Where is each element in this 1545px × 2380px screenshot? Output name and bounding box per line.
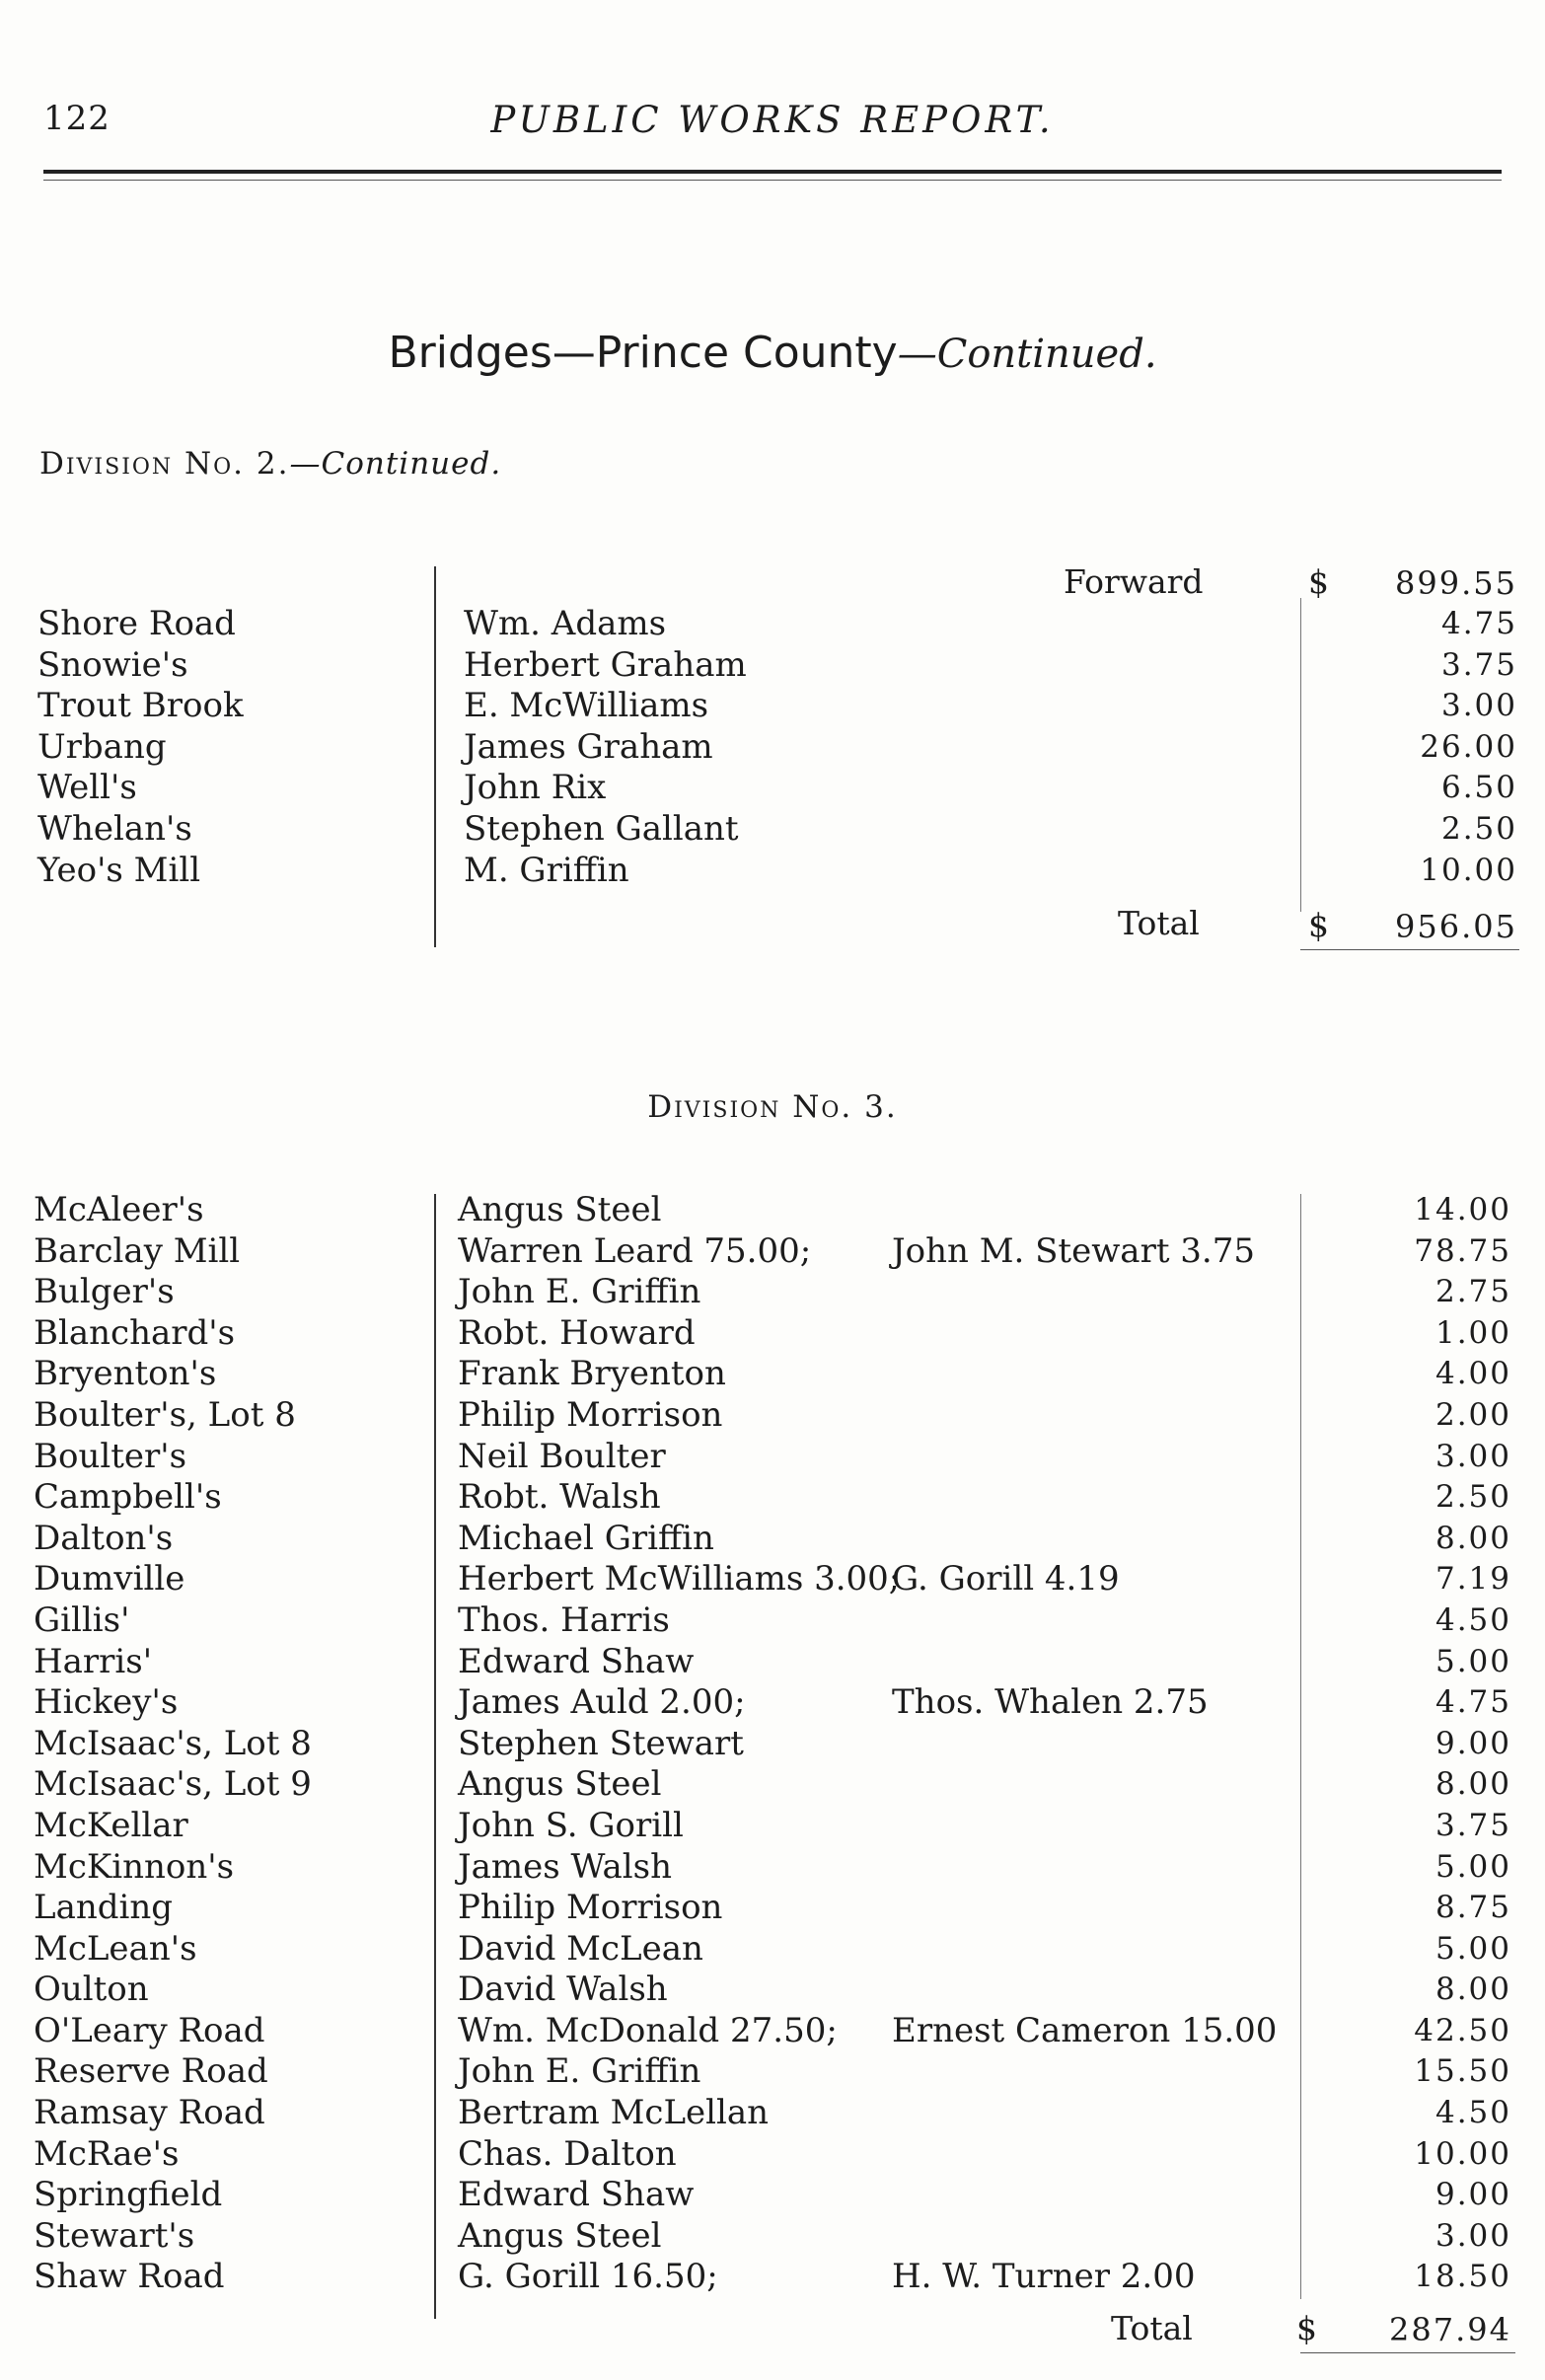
row-contractor [458,1642,1296,1683]
row-amount: 5.00 [1435,1643,1511,1679]
row-contractor [458,1272,1296,1313]
row-place: Springfield [34,2175,223,2215]
section-title [0,328,1545,378]
division-2-total-value: 956.05 [1395,908,1517,945]
row-place: Oulton [34,1970,149,2010]
contractor-name: Edward Shaw [458,1641,695,1681]
row-contractor [458,1970,1296,2011]
row-contractor [458,2134,1296,2176]
contractor-name: Bertram McLellan [458,2093,770,2133]
row-contractor [458,1724,1296,1765]
row-amount: 8.75 [1435,1890,1511,1926]
row-contractor [464,768,747,809]
row-place: Urbang [37,726,167,767]
contractor-name: John Rix [464,768,607,808]
row-place: Snowie's [37,644,188,685]
contractor-name-second: H. W. Turner 2.00 [892,2257,1196,2297]
page-header [43,91,1502,150]
row-amount: 9.00 [1435,2177,1511,2213]
row-place: Hickey's [34,1682,179,1723]
row-contractor [458,1354,1296,1395]
row-place: Boulter's, Lot 8 [34,1394,296,1435]
contractor-name: Stephen Gallant [464,808,739,849]
division-2-divider-left [434,566,436,947]
row-contractor [458,1600,1296,1642]
row-amount: 4.00 [1435,1356,1511,1392]
row-place: Bryenton's [34,1354,217,1394]
row-contractor [464,604,747,645]
row-amount: 2.50 [1440,810,1517,847]
division-2-continued: —Continued. [289,446,502,482]
row-amount: 3.00 [1435,1438,1511,1474]
row-amount: 14.00 [1414,1192,1511,1227]
row-contractor [458,1559,1296,1600]
division-2-names [464,604,747,891]
row-amount: 3.00 [1440,688,1517,724]
row-amount: 10.00 [1414,2135,1511,2172]
row-amount: 5.00 [1435,1848,1511,1885]
row-contractor [464,645,747,687]
division-3-total-value: 287.94 [1389,2311,1511,2348]
row-contractor [458,2051,1296,2093]
row-amount: 78.75 [1414,1232,1511,1269]
row-contractor [458,1395,1296,1437]
contractor-name: E. McWilliams [464,686,709,726]
row-place: Harris' [34,1641,153,1681]
row-place: Bulger's [34,1272,175,1312]
row-amount: 8.00 [1435,1971,1511,2008]
division-2-places [37,604,244,891]
contractor-name: Neil Boulter [458,1436,666,1476]
row-amount: 3.75 [1440,646,1517,683]
row-contractor [458,1519,1296,1560]
contractor-name: Chas. Dalton [458,2133,677,2174]
row-contractor [464,727,747,769]
row-contractor [464,809,747,851]
contractor-name: Robt. Howard [458,1312,696,1353]
row-place: McKinnon's [34,1846,235,1887]
division-3-total-label: Total [1111,2309,1193,2347]
row-place: Shore Road [37,604,236,643]
contractor-name: Michael Griffin [458,1518,714,1558]
row-contractor [458,1929,1296,1971]
row-contractor [458,2216,1296,2258]
division-3-amounts [1312,1190,1511,2298]
contractor-name-second: John M. Stewart 3.75 [892,1230,1256,1271]
division-3-names [458,1190,1296,2298]
row-place: Shaw Road [34,2257,225,2297]
contractor-name-second: Thos. Whalen 2.75 [892,1682,1209,1723]
row-contractor [458,1437,1296,1478]
row-contractor [458,1682,1296,1724]
row-contractor [464,686,747,727]
row-place: Blanchard's [34,1312,236,1353]
row-contractor [458,1888,1296,1929]
row-contractor [458,1764,1296,1806]
contractor-name-second: Ernest Cameron 15.00 [892,2010,1278,2050]
row-amount: 3.75 [1435,1807,1511,1843]
row-contractor [458,2257,1296,2298]
contractor-name: James Auld 2.00; [458,1682,746,1723]
contractor-name: John S. Gorill [458,1805,684,1845]
contractor-name: Herbert McWilliams 3.00; [458,1559,901,1599]
row-amount: 4.75 [1440,606,1517,641]
row-place: McRae's [34,2133,180,2174]
row-place: Gillis' [34,1599,130,1640]
header-rule-thin [43,180,1502,181]
row-contractor [464,851,747,892]
contractor-name: Philip Morrison [458,1394,723,1435]
row-place: Dalton's [34,1518,174,1558]
row-place: Trout Brook [37,686,244,726]
division-2-divider-right [1300,598,1301,912]
row-amount: 2.50 [1435,1479,1511,1516]
row-amount: 5.00 [1435,1930,1511,1967]
row-place: Stewart's [34,2215,195,2256]
running-title: PUBLIC WORKS REPORT. [490,99,1055,141]
contractor-name: John E. Griffin [458,1272,701,1312]
division-3-divider-left [434,1194,436,2319]
row-amount: 7.19 [1435,1561,1511,1598]
page-number: 122 [43,99,110,138]
contractor-name: M. Griffin [464,850,629,890]
row-amount: 15.50 [1414,2053,1511,2090]
row-amount: 4.75 [1435,1684,1511,1721]
contractor-name: John E. Griffin [458,2051,701,2092]
forward-dollar: $ [1308,562,1329,601]
contractor-name: Philip Morrison [458,1888,723,1928]
contractor-name: Robt. Walsh [458,1477,661,1518]
row-amount: 3.00 [1435,2217,1511,2254]
row-contractor [458,1231,1296,1273]
row-contractor [458,2011,1296,2052]
section-title-main: Bridges—Prince County [388,328,898,378]
row-amount: 9.00 [1435,1725,1511,1761]
division-2-total-underline [1300,949,1519,950]
row-amount: 2.75 [1435,1274,1511,1310]
row-amount: 4.50 [1435,1601,1511,1638]
row-contractor [458,1190,1296,1231]
row-contractor [458,2175,1296,2216]
contractor-name: Thos. Harris [458,1599,670,1640]
forward-label: Forward [1064,562,1204,601]
division-3-heading: Division No. 3. [647,1089,898,1125]
section-title-continued: —Continued. [897,332,1157,377]
row-contractor [458,2093,1296,2134]
row-place: Dumville [34,1559,185,1599]
contractor-name: Angus Steel [458,1190,662,1229]
row-place: Yeo's Mill [37,850,201,890]
row-amount: 4.50 [1435,2095,1511,2131]
row-place: Whelan's [37,808,192,849]
row-place: Barclay Mill [34,1230,241,1271]
contractor-name: David McLean [458,1928,703,1969]
contractor-name: Wm. McDonald 27.50; [458,2010,838,2050]
contractor-name: Edward Shaw [458,2175,695,2215]
contractor-name: Angus Steel [458,1764,662,1805]
contractor-name: James Graham [464,726,713,767]
row-place: Well's [37,768,137,808]
contractor-name: Wm. Adams [464,604,667,643]
contractor-name: Herbert Graham [464,644,747,685]
row-amount: 18.50 [1414,2259,1511,2295]
contractor-name: James Walsh [458,1846,672,1887]
row-amount: 8.00 [1435,1766,1511,1803]
row-contractor [458,1806,1296,1847]
division-2-label: Division No. 2. [39,446,290,482]
row-contractor [458,1477,1296,1519]
contractor-name: Frank Bryenton [458,1354,726,1394]
contractor-name: G. Gorill 16.50; [458,2257,718,2297]
division-3-divider-right [1300,1194,1301,2299]
division-3-total-dollar: $ [1296,2309,1317,2347]
row-amount: 2.00 [1435,1396,1511,1433]
forward-value: 899.55 [1395,564,1517,602]
row-place: McLean's [34,1928,197,1969]
division-2-total-dollar: $ [1308,906,1329,944]
row-amount: 42.50 [1414,2012,1511,2048]
contractor-name: Warren Leard 75.00; [458,1230,812,1271]
row-contractor [458,1847,1296,1889]
header-rule [43,170,1502,174]
division-2-total-label: Total [1118,904,1200,942]
row-place: McIsaac's, Lot 8 [34,1723,312,1763]
row-place: Boulter's [34,1436,187,1476]
row-amount: 26.00 [1420,728,1517,765]
row-amount: 6.50 [1440,770,1517,806]
row-contractor [458,1313,1296,1355]
contractor-name-second: G. Gorill 4.19 [892,1559,1120,1599]
row-place: McAleer's [34,1190,204,1229]
division-2-heading [39,446,501,482]
row-place: Landing [34,1888,174,1928]
row-place: Reserve Road [34,2051,268,2092]
division-2-amounts [1312,604,1517,891]
row-amount: 1.00 [1435,1314,1511,1351]
row-place: McKellar [34,1805,188,1845]
row-place: O'Leary Road [34,2010,265,2050]
division-3-places [34,1190,312,2298]
contractor-name: Angus Steel [458,2215,662,2256]
row-place: McIsaac's, Lot 9 [34,1764,312,1805]
row-amount: 10.00 [1420,852,1517,888]
division-3-total-underline [1300,2352,1515,2353]
row-place: Campbell's [34,1477,222,1518]
contractor-name: Stephen Stewart [458,1723,744,1763]
row-amount: 8.00 [1435,1520,1511,1556]
row-place: Ramsay Road [34,2093,265,2133]
contractor-name: David Walsh [458,1970,668,2010]
